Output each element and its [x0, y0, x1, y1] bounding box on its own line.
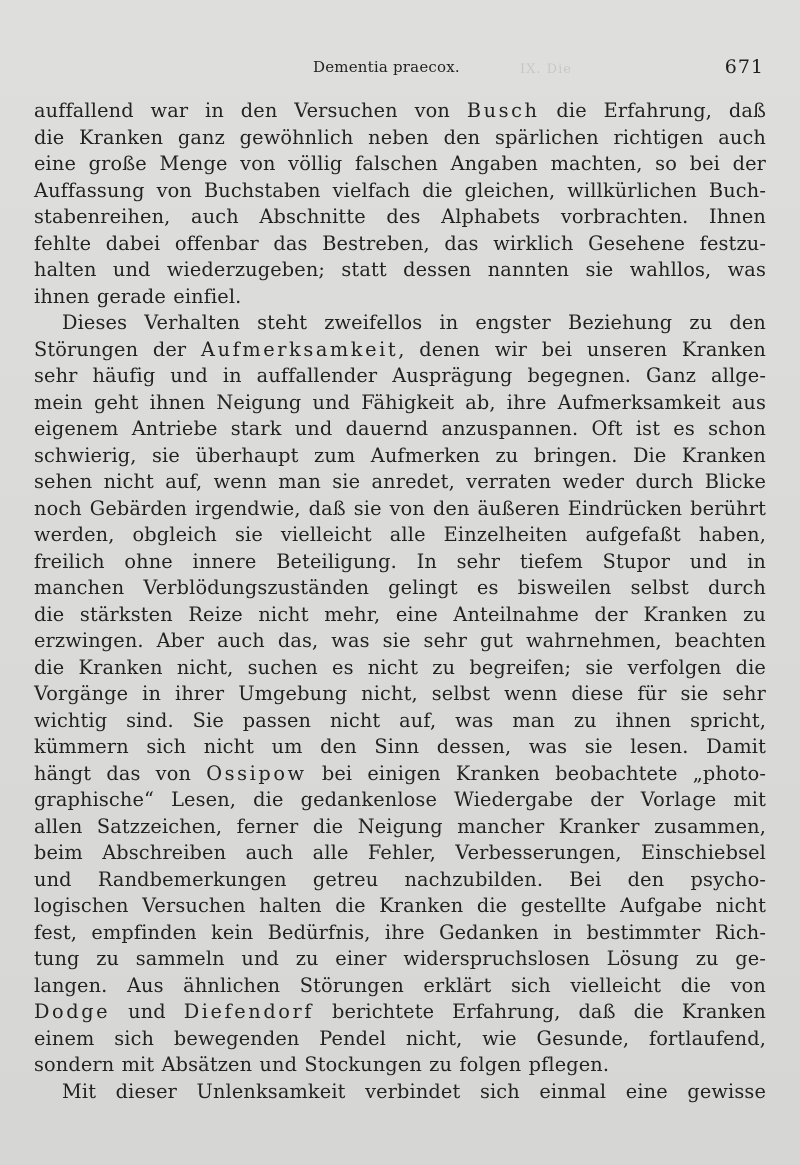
text-run: sehr häufig und in auffallender Ausprägung begegnen. Ganz allge- — [34, 364, 766, 387]
text-line — [34, 973, 766, 1000]
text-run: die Kranken ganz gewöhnlich neben den spärlichen richtigen auch — [34, 125, 766, 149]
text-line — [34, 549, 766, 576]
text-line — [34, 734, 766, 761]
spaced-name: Busch — [466, 99, 540, 122]
text-run: und Randbemerkungen getreu nachzubilden. Bei den psycho- — [34, 867, 766, 891]
text-line — [34, 522, 766, 549]
text-run: langen. Aus ähnlichen Störungen erklärt sich vielleicht die von — [34, 973, 766, 997]
text-run: schwierig, sie überhaupt zum Aufmerken zu bringen. Die Kranken — [34, 443, 766, 467]
text-line — [34, 390, 766, 417]
text-run: sondern mit Absätzen und Stockungen zu folgen pflegen. — [34, 1053, 610, 1076]
text-line — [34, 628, 766, 655]
text-line — [34, 920, 766, 947]
text-line — [34, 257, 766, 284]
text-run: berichtete Erfahrung, daß die Kranken — [314, 1000, 766, 1023]
text-line — [34, 469, 766, 496]
text-line — [34, 151, 766, 178]
text-run: , denen wir bei unseren Kranken — [398, 337, 766, 361]
text-run: manchen Verblödungszuständen gelingt es bisweilen selbst durch — [34, 576, 766, 599]
spaced-name: Aufmerksamkeit — [201, 337, 399, 361]
text-line — [34, 443, 766, 470]
text-run: mein geht ihnen Neigung und Fähigkeit ab, ihre Aufmerksamkeit aus — [34, 390, 766, 414]
text-run: freilich ohne innere Beteiligung. In sehr tiefem Stupor und in — [34, 549, 766, 573]
text-run: die Kranken nicht, suchen es nicht zu begreifen; sie verfolgen die — [34, 655, 766, 679]
text-run: noch Gebärden irgendwie, daß sie von den äußeren Eindrücken berührt — [34, 496, 766, 520]
text-line — [34, 337, 766, 364]
text-line — [34, 681, 766, 708]
text-line — [34, 840, 766, 867]
text-run: Störungen der — [34, 337, 202, 361]
text-line — [34, 602, 766, 629]
text-run: Dieses Verhalten steht zweifellos in engster Beziehung zu den — [62, 311, 766, 334]
text-run: erzwingen. Aber auch das, was sie sehr gut wahrnehmen, beachten — [34, 629, 766, 652]
text-run: fest, empfinden kein Bedürfnis, ihre Gedanken in bestimmter Rich- — [34, 920, 766, 944]
body-text — [34, 98, 766, 1105]
text-run: die Erfahrung, daß — [539, 99, 766, 122]
text-run: wichtig sind. Sie passen nicht auf, was man zu ihnen spricht, — [34, 708, 766, 732]
text-line — [34, 125, 766, 152]
text-line — [34, 946, 766, 973]
text-run: kümmern sich nicht um den Sinn dessen, was sie lesen. Damit — [34, 735, 766, 758]
text-line — [34, 1026, 766, 1053]
text-run: stabenreihen, auch Abschnitte des Alphabets vorbrachten. Ihnen — [34, 205, 766, 228]
text-line — [34, 284, 766, 311]
text-line — [34, 204, 766, 231]
text-line — [34, 178, 766, 205]
text-line — [34, 363, 766, 390]
text-run: einem sich bewegenden Pendel nicht, wie Gesunde, fortlaufend, — [34, 1026, 766, 1050]
running-head-title: Dementia praecox. — [313, 58, 460, 76]
text-line — [34, 1052, 766, 1079]
text-line — [34, 416, 766, 443]
text-line — [34, 761, 766, 788]
text-line — [34, 999, 766, 1026]
text-run: sehen nicht auf, wenn man sie anredet, verraten weder durch Blicke — [34, 470, 766, 493]
text-run: hängt das von — [34, 761, 207, 785]
text-line — [34, 787, 766, 814]
text-line — [34, 98, 766, 125]
text-run: Mit dieser Unlenksamkeit verbindet sich einmal eine gewisse — [62, 1079, 766, 1103]
text-run: werden, obgleich sie vielleicht alle Einzelheiten aufgefaßt haben, — [34, 523, 766, 546]
text-run: eine große Menge von völlig falschen Angaben machten, so bei der — [34, 152, 766, 175]
text-run: beim Abschreiben auch alle Fehler, Verbesserungen, Einschiebsel — [34, 841, 766, 864]
text-line — [34, 310, 766, 337]
text-line — [34, 231, 766, 258]
text-run: auffallend war in den Versuchen von — [34, 99, 467, 122]
text-run: Auffassung von Buchstaben vielfach die gleichen, willkürlichen Buch- — [34, 178, 766, 202]
running-head — [0, 56, 800, 86]
text-run: bei einigen Kranken beobachtete „photo- — [306, 761, 766, 785]
text-run: graphische“ Lesen, die gedankenlose Wiedergabe der Vorlage mit — [34, 788, 766, 811]
text-line — [34, 575, 766, 602]
text-run: halten und wiederzugeben; statt dessen nannten sie wahllos, was — [34, 258, 766, 281]
text-run: allen Satzzeichen, ferner die Neigung mancher Kranker zusammen, — [34, 814, 766, 838]
spaced-name: Ossipow — [206, 761, 307, 785]
text-line — [34, 655, 766, 682]
text-run: fehlte dabei offenbar das Bestreben, das wirklich Gesehene festzu- — [34, 231, 766, 255]
text-run: ihnen gerade einfiel. — [34, 284, 242, 308]
spaced-name: Diefendorf — [183, 1000, 315, 1023]
text-line — [34, 893, 766, 920]
text-line — [34, 1079, 766, 1106]
text-line — [34, 496, 766, 523]
text-line — [34, 867, 766, 894]
spaced-name: Dodge — [34, 1000, 111, 1023]
text-line — [34, 708, 766, 735]
text-run: tung zu sammeln und zu einer widerspruchslosen Lösung zu ge- — [34, 947, 766, 970]
text-run: eigenem Antriebe stark und dauernd anzuspannen. Oft ist es schon — [34, 417, 766, 440]
text-line — [34, 814, 766, 841]
text-run: und — [110, 1000, 184, 1023]
text-run: logischen Versuchen halten die Kranken die gestellte Aufgabe nicht — [34, 894, 766, 917]
page-number: 671 — [724, 56, 764, 78]
text-run: die stärksten Reize nicht mehr, eine Anteilnahme der Kranken zu — [34, 602, 766, 626]
text-run: Vorgänge in ihrer Umgebung nicht, selbst wenn diese für sie sehr — [34, 682, 766, 705]
bleed-through-text: IX. Die — [520, 62, 572, 77]
